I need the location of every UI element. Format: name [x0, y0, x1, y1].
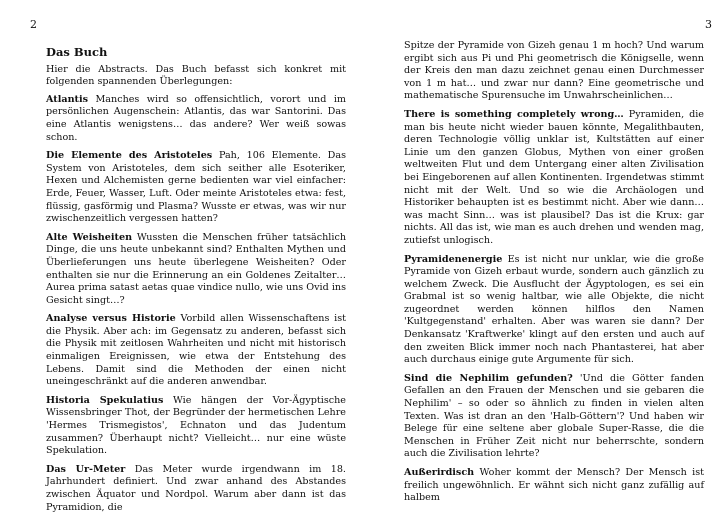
entry-text: Wie hängen der Vor-Ägyptische Wissensbringer Thot, der Begründer der hermetischen Lehre 'Hermes Trismegistos', Echnaton und das Judentum zusammen? Überhaupt nicht? Vielleicht… nur eine wüste Spekulation.	[46, 394, 346, 457]
intro-paragraph: Hier die Abstracts. Das Buch befasst sich konkret mit folgenden spannenden Überlegungen:	[46, 63, 346, 88]
entry-something-wrong	[404, 109, 704, 248]
entry-title: Außerirdisch	[404, 467, 475, 478]
entry-text: Woher kommt der Mensch? Der Mensch ist freilich ungewöhnlich. Er wähnt sich nicht ganz zufällig auf halbem	[404, 467, 704, 504]
entry-title: Alte Weisheiten	[46, 231, 133, 243]
entry-atlantis	[46, 94, 346, 144]
entry-title: Sind die Nephilim gefunden?	[404, 372, 573, 384]
page-number-right: 3	[705, 18, 712, 31]
entry-elemente	[46, 150, 346, 226]
right-column	[404, 40, 704, 511]
entry-title: Historia Spekulatius	[46, 394, 164, 406]
entry-pyramidenenergie	[404, 254, 704, 367]
continuation-paragraph: Spitze der Pyramide von Gizeh genau 1 m hoch? Und warum ergibt sich aus Pi und Phi geometrisch die Königselle, wenn der Kreis den man dazu zeichnet genau einen Durchmesser von 1 m hat… und zwar nur dann? Eine geometrische und mathematische Spurensuche im Unwahrscheinlichen…	[404, 40, 704, 102]
entry-text: Wussten die Menschen früher tatsächlich Dinge, die uns heute unbekannt sind? Enthalten Mythen und Überlieferungen uns heute überlegene Weisheiten? Oder enthalten sie nur die Erinnerung an ein Goldenes Zeitalter… Aurea prima satast aetas quae vindice nullo, wie uns Ovid ins Gesicht singt…?	[46, 231, 346, 306]
left-column	[46, 46, 346, 520]
entry-analyse	[46, 313, 346, 389]
entry-nephilim	[404, 373, 704, 461]
entry-title: Analyse versus Historie	[46, 313, 176, 325]
entry-title: Atlantis	[46, 93, 89, 105]
entry-title: There is something completely wrong…	[404, 108, 624, 120]
entry-title: Pyramidenenergie	[404, 253, 503, 265]
entry-title: Die Elemente des Aristoteles	[46, 150, 213, 162]
entry-spekulatius	[46, 395, 346, 458]
entry-text: Manches wird so offensichtlich, vorort und im persönlichen Augenschein: Atlantis, das war Santorini. Das eine Atlantis wenigstens… das andere? Wer weiß sowas schon.	[46, 93, 346, 143]
entry-text: Vorbild allen Wissenschaftens ist die Physik. Aber ach: im Gegensatz zu anderen, befasst sich die Physik mit zeitlosen Wahrheiten und nicht mit historisch einmaligen Ereignissen, wie etwa der Entstehung des Lebens. Damit sind die Methoden der einen nicht uneingeschränkt auf die anderen anwendbar.	[46, 313, 346, 388]
entry-ur-meter	[46, 464, 346, 514]
entry-text: 'Und die Götter fanden Gefallen an den Frauen der Menschen und sie gebaren die Nephilim' – so oder so ähnlich zu finden in vielen alten Texten. Was ist dran an den 'Halb-Göttern'? Und haben wir Belege für eine seltene aber globale Super-Rasse, die die Menschen in Früher Zeit nicht nur beherrschte, sondern auch die Zivilisation lehrte?	[404, 372, 704, 460]
entry-text: Es ist nicht nur unklar, wie die große Pyramide von Gizeh erbaut wurde, sondern auch gänzlich zu welchem Zweck. Die Ausflucht der Ägyptologen, es sei ein Grabmal ist so wenig haltbar, wie alle Objekte, die nicht zugeordnet werden können hilflos den Namen 'Kultgegenstand' erhalten. Aber was waren sie dann? Der Denkansatz 'Kraftwerke' klingt auf den ersten und auch auf den zweiten Blick immer noch nach Phantasterei, hat aber auch durchaus einige gute Argumente für sich.	[404, 253, 704, 366]
left-page	[30, 0, 360, 512]
entry-title: Das Ur-Meter	[46, 463, 126, 475]
section-heading: Das Buch	[46, 45, 108, 59]
entry-text: Das Meter wurde irgendwann im 18. Jahrhundert definiert. Und zwar anhand des Abstandes zwischen Äquator und Nordpol. Warum aber dann ist das Pyramidion, die	[46, 463, 346, 513]
entry-text: Pyramiden, die man bis heute nicht wieder bauen könnte, Megalithbauten, deren Technologie völlig unklar ist, Kultstätten auf einer Linie um den ganzen Globus, Mythen von einer großen weltweiten Flut und dem Untergang einer alten Zivilisation bei Eingeborenen auf allen Kontinenten. Irgendetwas stimmt nicht mit der Welt. Und so wie die Archäologen und Historiker behaupten ist es bestimmt nicht. Aber wie dann… was macht Sinn… was ist plausibel? Das ist die Krux: gar nichts. All das ist, wie man es auch drehen und wenden mag, zutiefst unlogisch.	[404, 108, 704, 246]
entry-weisheiten	[46, 232, 346, 308]
entry-ausserirdisch	[404, 467, 704, 505]
right-page	[382, 0, 712, 512]
page-number-left: 2	[30, 18, 37, 31]
entry-text: Pah, 106 Elemente. Das System von Aristoteles, dem sich seither alle Esoteriker, Hexen und Alchemisten gerne bedienten war viel einfacher: Erde, Feuer, Wasser, Luft. Oder meinte Aristoteles etwa: fest, flüssig, gasförmig und Plasma? Wusste er etwas, was wir nur zwischenzeitlich vergessen hatten?	[46, 150, 346, 225]
